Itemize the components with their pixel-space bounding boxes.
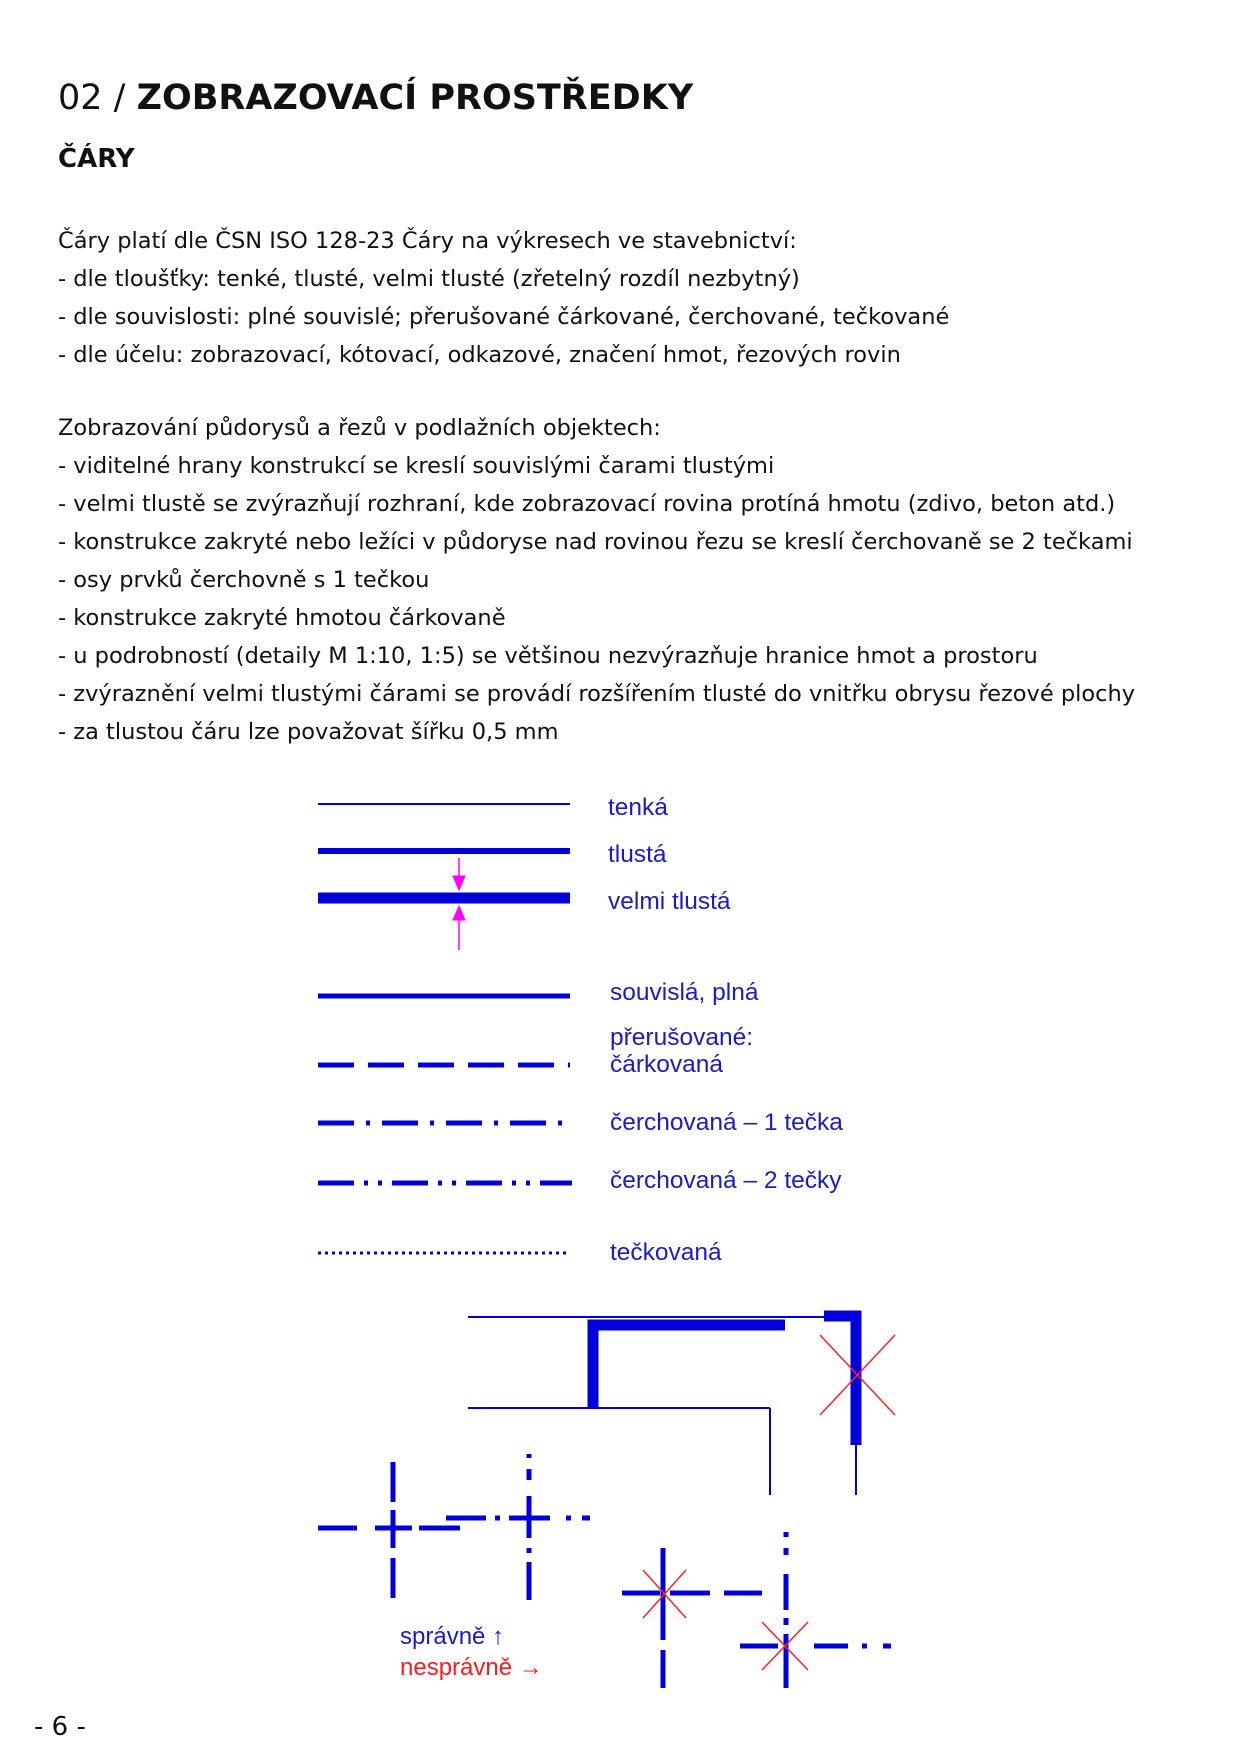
legend-thick: tlustá bbox=[608, 841, 667, 868]
paragraph-line: - za tlustou čáru lze považovat šířku 0,5 mm bbox=[58, 719, 559, 745]
paragraph-line: - dle účelu: zobrazovací, kótovací, odkazové, značení hmot, řezových rovin bbox=[58, 342, 901, 368]
legend-dashed: čárkovaná bbox=[610, 1051, 724, 1078]
legend-interrupted: přerušované: bbox=[610, 1024, 754, 1051]
section-number: 02 / bbox=[58, 78, 126, 118]
legend-thin: tenká bbox=[608, 794, 668, 821]
incorrect-axis-cross-2 bbox=[740, 1532, 891, 1688]
page-number: - 6 - bbox=[34, 1712, 86, 1742]
paragraph-line: - zvýraznění velmi tlustými čárami se provádí rozšířením tlusté do vnitřku obrysu řezové plochy bbox=[58, 681, 1136, 707]
legend-dotted: tečkovaná bbox=[610, 1239, 722, 1266]
thickness-dimension-arrows bbox=[453, 858, 465, 950]
paragraph-line: - viditelné hrany konstrukcí se kreslí souvislými čarami tlustými bbox=[58, 453, 775, 479]
note-correct: správně ↑ bbox=[400, 1623, 505, 1650]
paragraph-line: - velmi tlustě se zvýrazňují rozhraní, kde zobrazovací rovina protíná hmotu (zdivo, beton atd.) bbox=[58, 491, 1116, 517]
paragraph-line: - u podrobností (detaily M 1:10, 1:5) se většinou nezvýrazňuje hranice hmot a prostoru bbox=[58, 643, 1038, 669]
legend-dash-dot: čerchovaná – 1 tečka bbox=[610, 1109, 843, 1136]
paragraph-line: - konstrukce zakryté nebo ležíci v půdoryse nad rovinou řezu se kreslí čerchovaně se 2 tečkami bbox=[58, 529, 1133, 555]
wall-corner-example bbox=[468, 1316, 860, 1495]
paragraph-line: Zobrazování půdorysů a řezů v podlažních objektech: bbox=[58, 415, 661, 441]
paragraph-line: - dle tloušťky: tenké, tlusté, velmi tlusté (zřetelný rozdíl nezbytný) bbox=[58, 266, 800, 292]
section-title: ZOBRAZOVACÍ PROSTŘEDKY bbox=[136, 78, 694, 118]
paragraph-line: Čáry platí dle ČSN ISO 128-23 Čáry na výkresech ve stavebnictví: bbox=[58, 228, 797, 254]
correct-axis-cross-2 bbox=[446, 1454, 590, 1600]
correct-axis-cross-1 bbox=[318, 1462, 460, 1598]
subtitle: ČÁRY bbox=[58, 144, 135, 174]
paragraph-line: - dle souvislosti: plné souvislé; přerušované čárkované, čerchované, tečkované bbox=[58, 304, 950, 330]
legend-very-thick: velmi tlustá bbox=[608, 888, 731, 915]
legend-dash-dot-dot: čerchovaná – 2 tečky bbox=[610, 1167, 842, 1194]
paragraph-line: - konstrukce zakryté hmotou čárkovaně bbox=[58, 605, 506, 631]
legend-continuous: souvislá, plná bbox=[610, 979, 759, 1006]
paragraph-line: - osy prvků čerchovně s 1 tečkou bbox=[58, 567, 430, 593]
note-incorrect: nesprávně → bbox=[400, 1654, 543, 1681]
